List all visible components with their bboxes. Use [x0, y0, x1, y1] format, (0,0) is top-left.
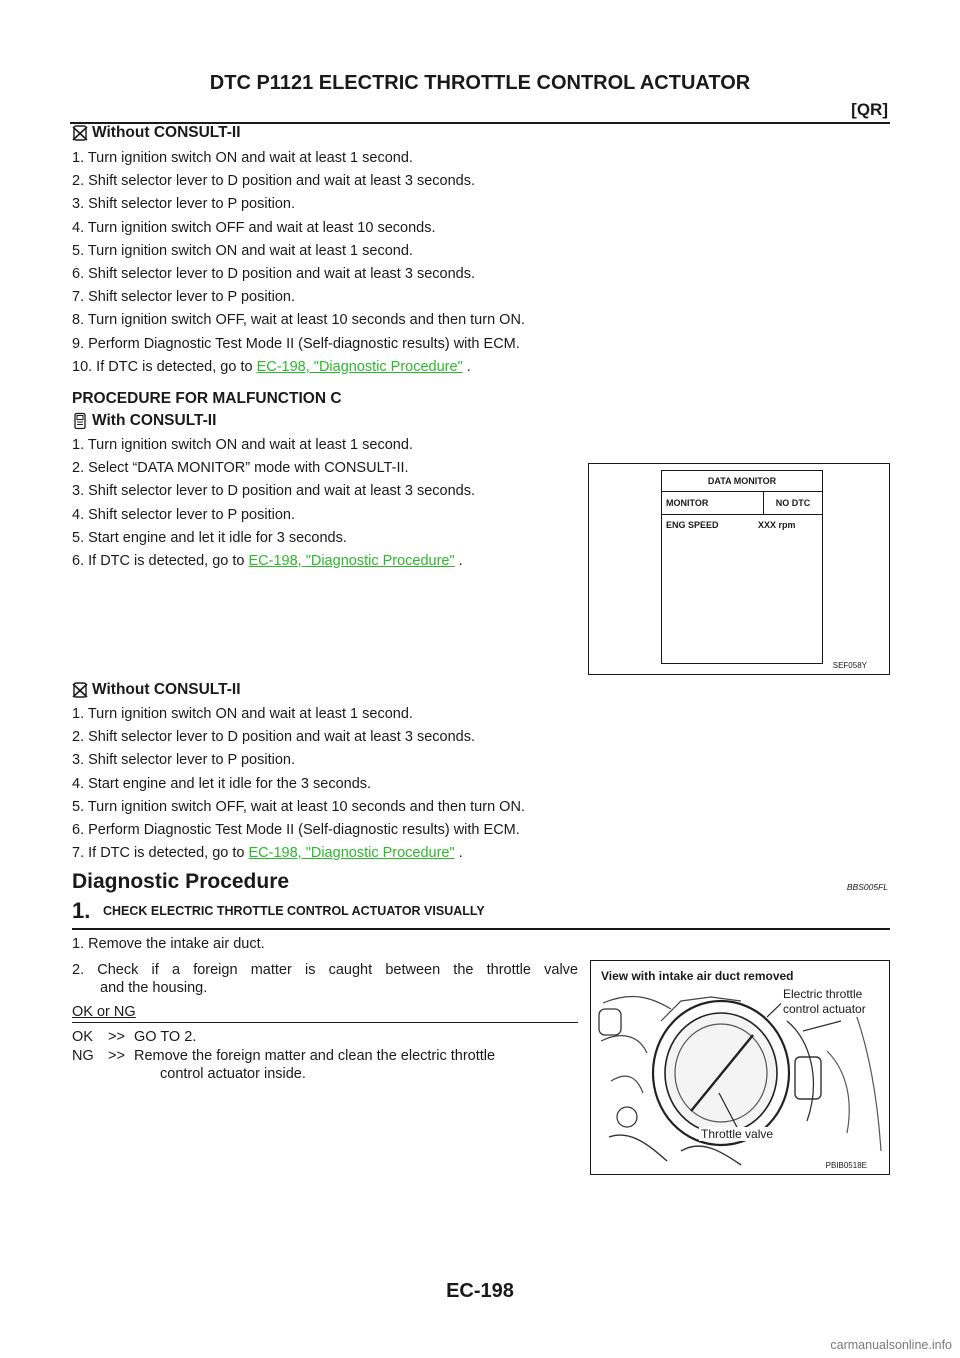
data-monitor-figure	[588, 463, 890, 675]
list-item: 4. Start engine and let it idle for the 3 seconds.	[72, 775, 372, 792]
section2-steps	[72, 434, 475, 573]
list-item: 9. Perform Diagnostic Test Mode II (Self-diagnostic results) with ECM.	[72, 335, 520, 352]
list-item: 1. Turn ignition switch ON and wait at least 1 second.	[72, 437, 413, 453]
list-item: 2. Shift selector lever to D position and wait at least 3 seconds.	[72, 729, 475, 746]
throttle-valve-label: Throttle valve	[701, 1127, 774, 1141]
section1-heading	[72, 124, 241, 142]
ok-or-ng-label: OK or NG	[72, 1004, 136, 1020]
section2-subheading	[72, 412, 216, 430]
monitor-col-label: MONITOR	[662, 492, 764, 514]
list-item: 5. Turn ignition switch OFF, wait at least 10 seconds and then turn ON.	[72, 798, 525, 815]
list-item: 2. Select “DATA MONITOR” mode with CONSULT-II.	[72, 460, 409, 477]
throttle-photo-figure	[590, 960, 890, 1175]
monitor-screen	[661, 470, 823, 664]
figure-code: SEF058Y	[832, 661, 867, 670]
section3-heading	[72, 681, 241, 699]
list-item: 2. Shift selector lever to D position and wait at least 3 seconds.	[72, 173, 475, 190]
no-consult-icon	[72, 681, 88, 699]
list-item: 1. Turn ignition switch ON and wait at least 1 second.	[72, 150, 413, 166]
step-title: CHECK ELECTRIC THROTTLE CONTROL ACTUATOR VISUALLY	[103, 904, 485, 918]
site-watermark: carmanualsonline.info	[830, 1338, 952, 1352]
section2-title: With CONSULT-II	[92, 412, 217, 429]
result-ng-text-cont: control actuator inside.	[160, 1066, 306, 1082]
check-line-2b: and the housing.	[100, 980, 208, 996]
check-line-2a: 2. Check if a foreign matter is caught between the throttle valve	[72, 962, 578, 978]
monitor-data-row	[662, 515, 822, 535]
page-number: EC-198	[446, 1280, 514, 1302]
list-item: 6. Shift selector lever to D position and wait at least 3 seconds.	[72, 265, 475, 282]
result-ng-key: NG	[72, 1048, 94, 1064]
result-ng-arrow: >>	[108, 1048, 125, 1064]
list-item: 4. Turn ignition switch OFF and wait at least 10 seconds.	[72, 219, 436, 236]
list-item: 5. Turn ignition switch ON and wait at least 1 second.	[72, 242, 413, 259]
list-item: 3. Shift selector lever to D position and wait at least 3 seconds.	[72, 483, 475, 500]
list-item: 7. If DTC is detected, go to EC-198, "Diagnostic Procedure" .	[72, 845, 463, 862]
section1-steps	[72, 147, 525, 379]
check-line-1: 1. Remove the intake air duct.	[72, 936, 265, 952]
list-item: 5. Start engine and let it idle for 3 seconds.	[72, 529, 347, 546]
result-ok-arrow: >>	[108, 1029, 125, 1045]
photo-caption: View with intake air duct removed	[601, 969, 794, 983]
list-item: 4. Shift selector lever to P position.	[72, 506, 295, 523]
diagnostic-procedure-link[interactable]: EC-198, "Diagnostic Procedure"	[248, 845, 455, 862]
no-consult-icon	[72, 124, 88, 142]
list-item: 3. Shift selector lever to P position.	[72, 752, 295, 769]
monitor-title: DATA MONITOR	[662, 471, 822, 492]
diagnostic-procedure-code: BBS005FL	[846, 882, 888, 892]
list-item: 7. Shift selector lever to P position.	[72, 289, 295, 306]
result-ng-row	[72, 1048, 495, 1065]
list-item: 1. Turn ignition switch ON and wait at least 1 second.	[72, 706, 413, 722]
consult-icon	[72, 412, 88, 430]
result-ok-key: OK	[72, 1029, 93, 1045]
result-ok-text: GO TO 2.	[134, 1029, 197, 1045]
result-ng-row-cont	[160, 1066, 306, 1083]
actuator-label: Electric throttle control actuator	[783, 987, 866, 1016]
page-header-tag: [QR]	[851, 100, 888, 119]
result-ok-row	[72, 1029, 196, 1046]
list-item: 3. Shift selector lever to P position.	[72, 196, 295, 213]
list-item: 6. If DTC is detected, go to EC-198, "Diagnostic Procedure" .	[72, 552, 463, 569]
diagnostic-procedure-link[interactable]: EC-198, "Diagnostic Procedure"	[248, 552, 455, 569]
list-item: 10. If DTC is detected, go to EC-198, "Diagnostic Procedure" .	[72, 358, 471, 375]
step-number: 1.	[72, 898, 91, 923]
list-item: 6. Perform Diagnostic Test Mode II (Self-diagnostic results) with ECM.	[72, 821, 520, 838]
monitor-header-row	[662, 492, 822, 515]
step-divider	[72, 928, 890, 930]
page-header-title: DTC P1121 ELECTRIC THROTTLE CONTROL ACTUATOR	[209, 72, 751, 94]
monitor-col-status: NO DTC	[775, 498, 811, 508]
figure-code: PBIB0518E	[825, 1161, 867, 1170]
result-ng-text: Remove the foreign matter and clean the electric throttle	[134, 1048, 496, 1064]
section1-title: Without CONSULT-II	[92, 124, 241, 141]
section3-title: Without CONSULT-II	[92, 681, 241, 698]
list-item: 8. Turn ignition switch OFF, wait at least 10 seconds and then turn ON.	[72, 312, 525, 329]
section3-steps	[72, 703, 525, 865]
monitor-row-label: ENG SPEED	[666, 520, 719, 530]
diagnostic-procedure-title: Diagnostic Procedure	[72, 870, 290, 893]
diagnostic-procedure-link[interactable]: EC-198, "Diagnostic Procedure"	[256, 358, 463, 375]
section2-heading: PROCEDURE FOR MALFUNCTION C	[72, 390, 342, 407]
result-divider	[72, 1022, 578, 1023]
monitor-row-value: XXX rpm	[758, 520, 796, 530]
